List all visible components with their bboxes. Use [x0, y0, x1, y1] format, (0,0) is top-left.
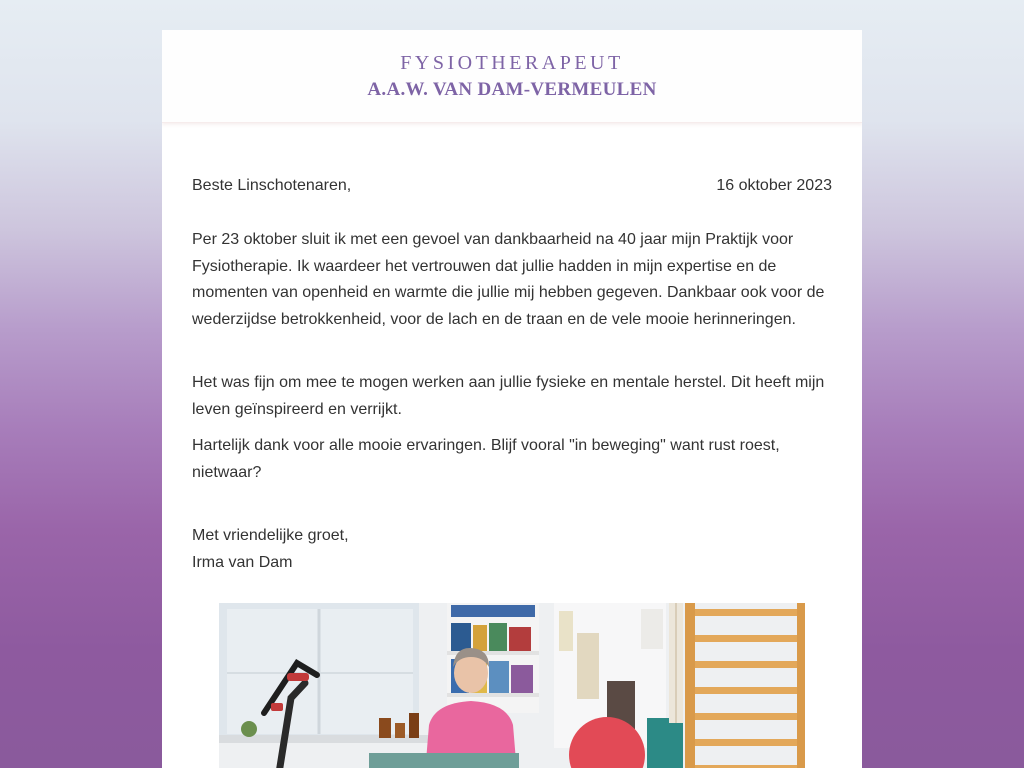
- paragraph-1: Per 23 oktober sluit ik met een gevoel van dankbaarheid na 40 jaar mijn Praktijk voor Fysiotherapie. Ik waardeer het vertrouwen dat jullie hadden in mijn expertise en de momenten van openheid en warmte die jullie mij hebben gegeven. Dankbaar ook voor de wederzijdse betrokkenheid, voor de lach en de traan en de vele mooie herinneringen.: [192, 231, 825, 328]
- header-subtitle: A.A.W. VAN DAM-VERMEULEN: [367, 79, 657, 100]
- header-title: FYSIOTHERAPEUT: [400, 52, 624, 74]
- letter-date: 16 oktober 2023: [716, 177, 832, 194]
- closing-text: Met vriendelijke groet,: [192, 527, 349, 544]
- practice-photo: [219, 603, 805, 768]
- signature-name: Irma van Dam: [192, 553, 293, 571]
- paragraph-2: Het was fijn om mee te mogen werken aan jullie fysieke en mentale herstel. Dit heeft mijn leven geïnspireerd en verrijkt.: [192, 374, 825, 418]
- greeting-row: [192, 173, 832, 199]
- email-card: [162, 30, 862, 768]
- signature-block: [192, 523, 832, 576]
- paragraph-3: Hartelijk dank voor alle mooie ervaringen. Blijf vooral "in beweging" want rust roest, nietwaar?: [192, 437, 780, 481]
- email-header: [162, 30, 862, 123]
- greeting: Beste Linschotenaren,: [192, 177, 352, 194]
- practice-photo-illustration: [219, 603, 805, 768]
